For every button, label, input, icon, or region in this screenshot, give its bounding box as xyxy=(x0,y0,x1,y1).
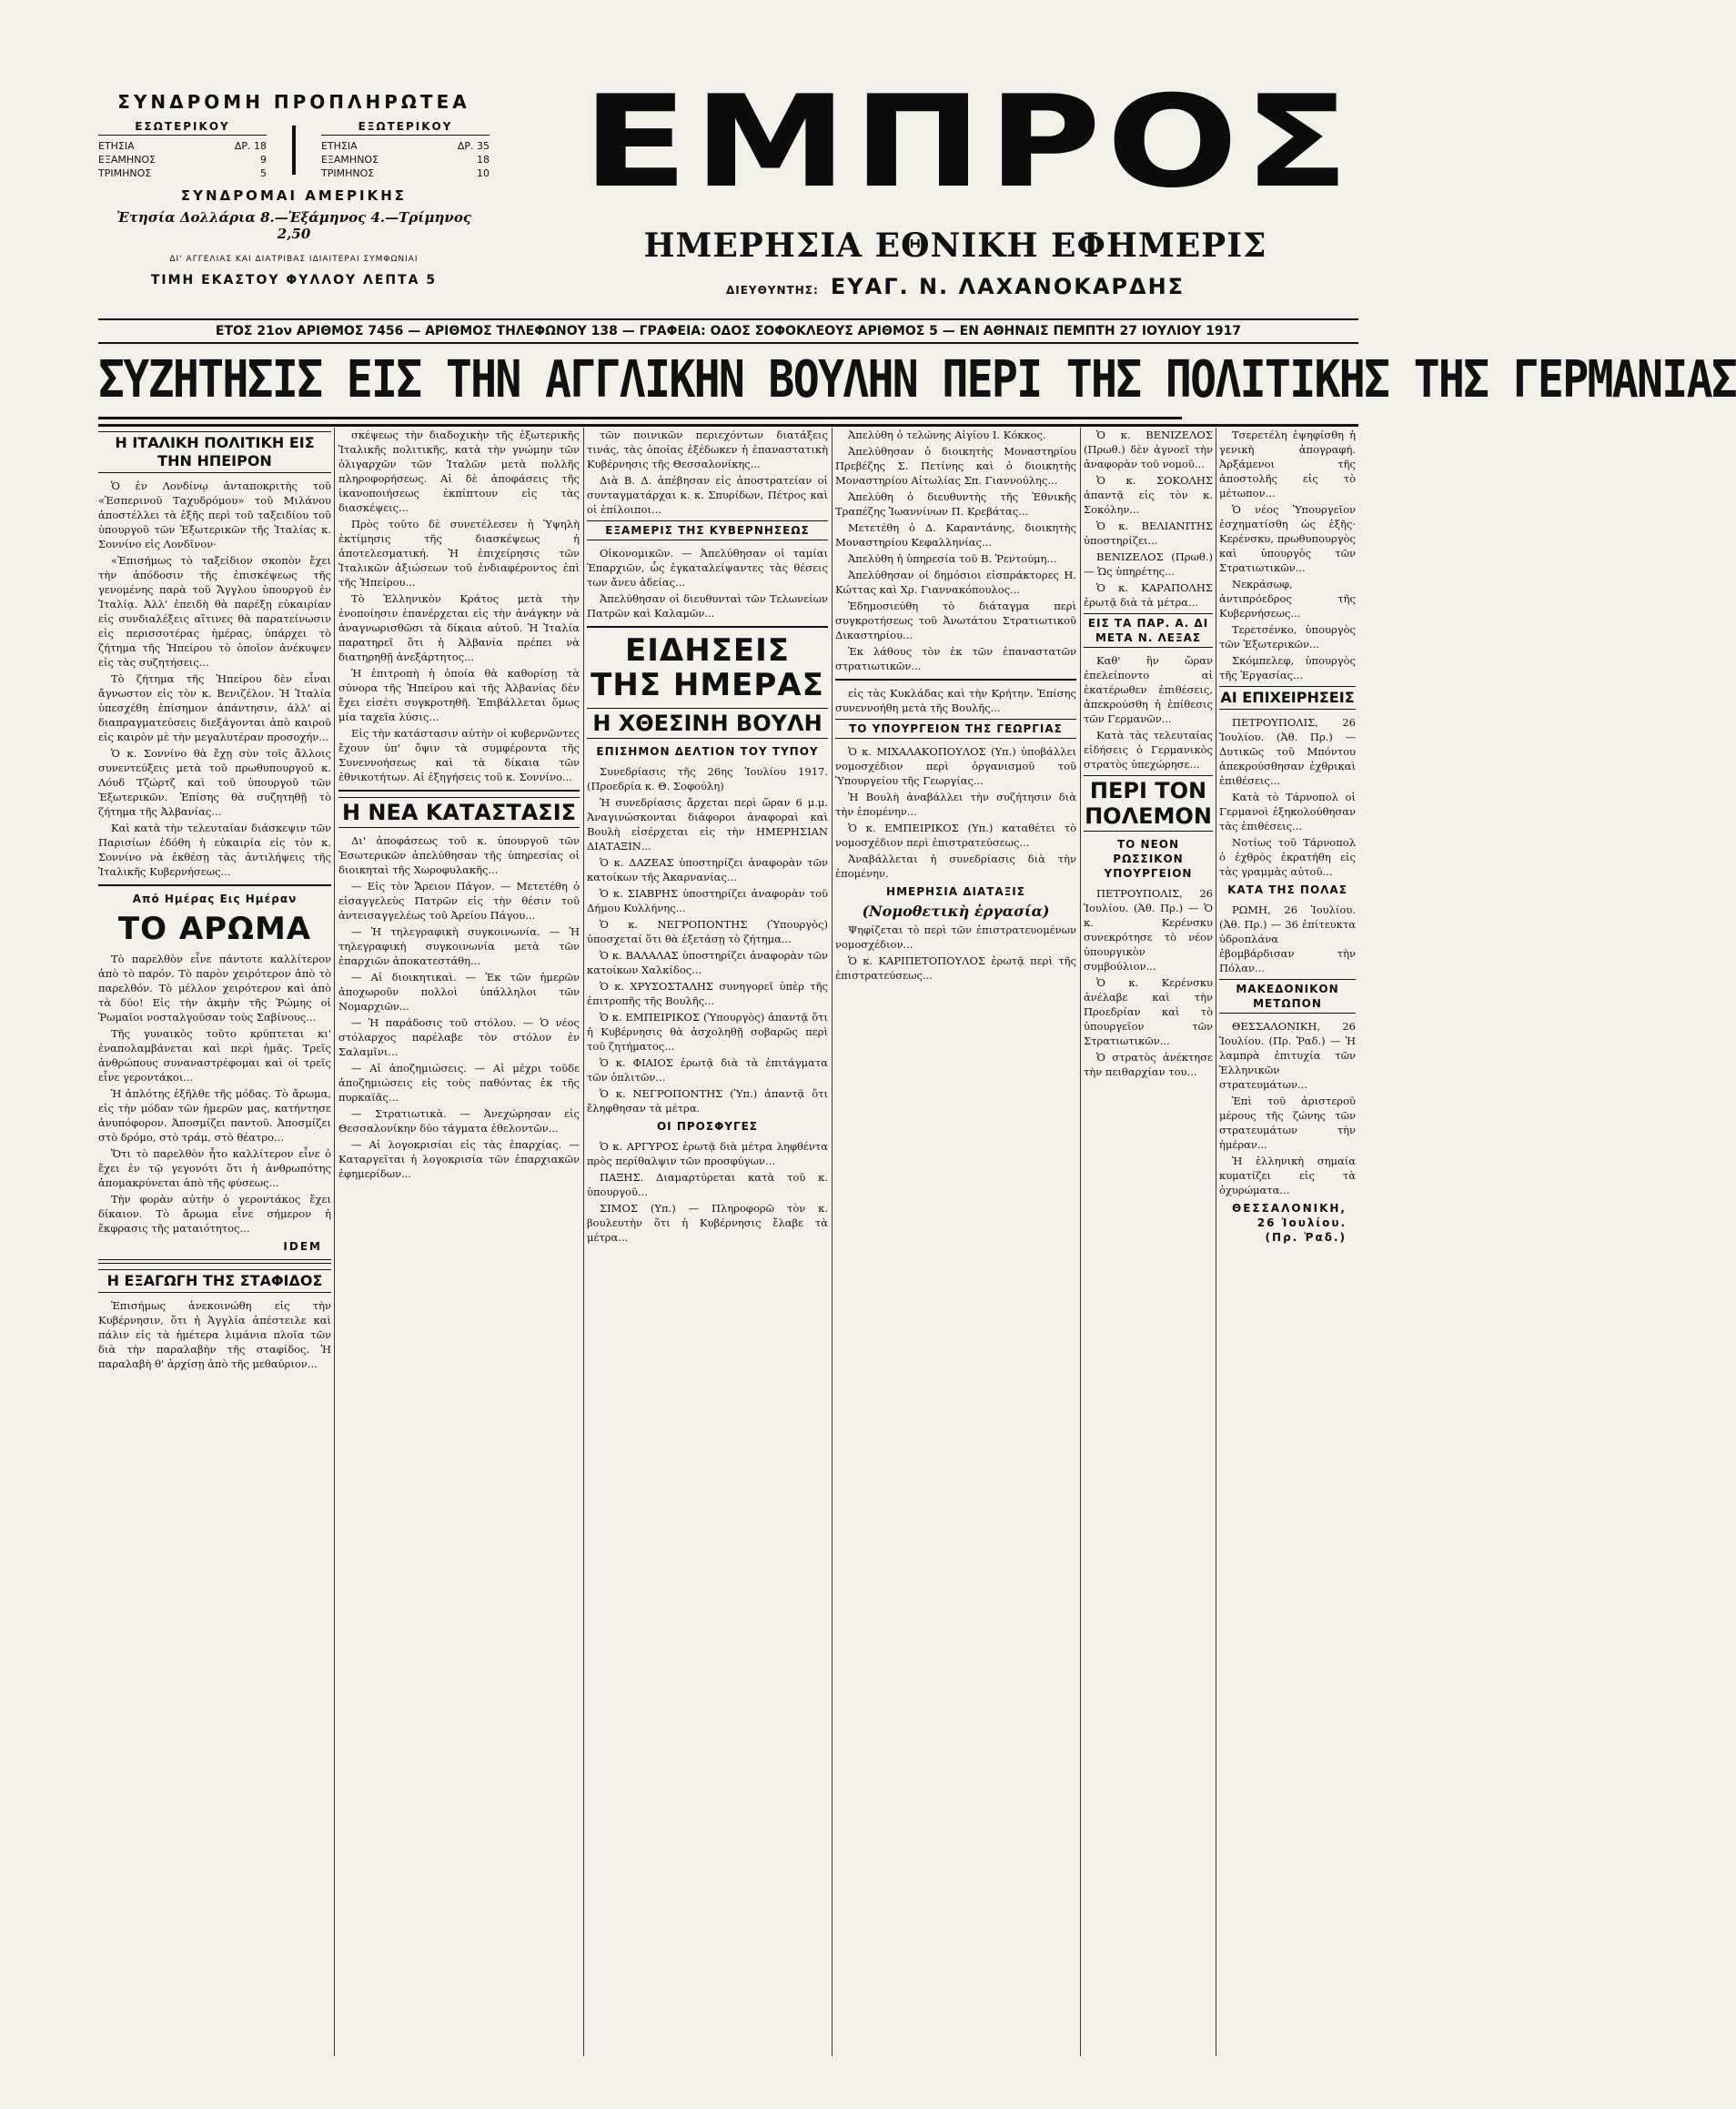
article-paragraph: Ἡ ἁπλότης ἐξῆλθε τῆς μόδας. Τὸ ἄρωμα, εἰς τὴν μόδαν τῶν ἡμερῶν μας, κατήντησε ἀνυπόφορον. Ἀποσμίζει παντοῦ. Ἀποσμίζει στὸ δρόμο, στὸ τράμ, στὸ θέατρο... xyxy=(98,1087,331,1144)
article-subhead: ΚΑΤΑ ΤΗΣ ΠΟΛΑΣ xyxy=(1227,883,1347,896)
article-paragraph: — Ἡ παράδοσις τοῦ στόλου. — Ὁ νέος στόλαρχος παρέλαβε τὸν στόλον ἐν Σαλαμῖνι... xyxy=(338,1016,580,1058)
article-paragraph: — Εἰς τὸν Ἄρειον Πάγον. — Μετετέθη ὁ εἰσαγγελεὺς Πατρῶν εἰς τὴν θέσιν τοῦ ἀντεισαγγελέως τοῦ Ἀρείου Πάγου... xyxy=(338,880,580,922)
article-paragraph: Ὁ κ. ΝΕΓΡΟΠΟΝΤΗΣ (Ὑπ.) ἀπαντᾷ ὅτι ἔληφθησαν τὰ μέτρα. xyxy=(587,1087,828,1115)
article-paragraph: Συνεδρίασις τῆς 26ης Ἰουλίου 1917. (Προεδρία κ. Θ. Σοφούλη) xyxy=(587,765,828,792)
article-headline: Η ΕΞΑΓΩΓΗ ΤΗΣ ΣΤΑΦΙΔΟΣ xyxy=(98,1269,331,1293)
article-paragraph: Ὁ κ. ΚΑΡΙΠΕΤΟΠΟΥΛΟΣ ἐρωτᾷ περὶ τῆς ἐπιστρατεύσεως... xyxy=(835,954,1076,982)
article-paragraph: Ὁ κ. ΚΑΡΑΠΟΛΗΣ ἐρωτᾷ διὰ τὰ μέτρα... xyxy=(1084,581,1213,609)
article-paragraph: Ὁ κ. ΣΟΚΟΛΗΣ ἀπαντᾷ εἰς τὸν κ. Σοκόλην... xyxy=(1084,474,1213,516)
main-headline: ΣΥΖΗΤΗΣΙΣ ΕΙΣ ΤΗΝ ΑΓΓΛΙΚΗΝ ΒΟΥΛΗΝ ΠΕΡΙ ΤΗΣ ΠΟΛΙΤΙΚΗΣ ΤΗΣ ΓΕΡΜΑΝΙΑΣ xyxy=(98,344,1182,419)
article-paragraph: Ὁ νέος Ὑπουργεῖον ἐσχηματίσθη ὡς ἑξῆς· Κερένσκυ, πρωθυπουργὸς καὶ ὑπουργὸς τῶν Στρατιωτικῶν... xyxy=(1219,503,1356,574)
article-paragraph: Ὅτι τὸ παρελθὸν ἦτο καλλίτερον εἶνε ὁ ἔχει ἐν τῷ γεγονότι ὅτι ἡ ἀνθρωπότης ἀπομακρύνεται ἀπὸ τῆς φύσεως... xyxy=(98,1147,331,1189)
article-headline: ΤΟ ΑΡΩΜΑ xyxy=(117,911,312,947)
article-paragraph: Ἀπελύθη ὁ διευθυντὴς τῆς Ἐθνικῆς Τραπέζης Ἰωαννίνων Π. Κρεβάτας... xyxy=(835,490,1076,518)
column-rule xyxy=(1080,428,1081,2056)
section-rule xyxy=(587,626,828,628)
article-paragraph: ΒΕΝΙΖΕΛΟΣ (Πρωθ.) — Ὡς ὑπηρέτης... xyxy=(1084,550,1213,578)
article-subhead: ΗΜΕΡΗΣΙΑ ΔΙΑΤΑΞΙΣ xyxy=(886,885,1025,898)
column-rule xyxy=(832,428,833,2056)
article-paragraph: Ἐπισήμως ἀνεκοινώθη εἰς τὴν Κυβέρνησιν, ὅτι ἡ Ἀγγλία ἀπέστειλε καὶ πάλιν εἰς τὰ ἡμέτερα λιμάνια πλοῖα τῶν διὰ τὴν παραλαβὴν τῆς σταφίδος. Ἡ παραλαβὴ θ' ἀρχίσῃ ἀπὸ τῆς μεθαύριον... xyxy=(98,1299,331,1370)
article-paragraph: Ἀπελύθησαν οἱ δημόσιοι εἰσπράκτορες Η. Κώττας καὶ Χρ. Γιαννακόπουλος... xyxy=(835,569,1076,596)
article-subhead: ΕΠΙΣΗΜΟΝ ΔΕΛΤΙΟΝ ΤΟΥ ΤΥΠΟΥ xyxy=(596,745,819,758)
article-paragraph: Ὁ ἐν Λονδίνῳ ἀνταποκριτὴς τοῦ «Ἐσπερινοῦ Ταχυδρόμου» τοῦ Μιλάνου ἀποστέλλει τὰ ἑξῆς περὶ τοῦ ταξειδίου τοῦ ὑπουργοῦ τῶν Ἐξωτερικῶν τῆς Ἰταλίας κ. Σοννίνο εἰς Λονδῖνον· xyxy=(98,479,331,550)
article-paragraph: Ὁ κ. ΔΑΖΕΑΣ ὑποστηρίζει ἀναφορὰν τῶν κατοίκων τῆς Ἀκαρνανίας... xyxy=(587,856,828,883)
column-2 xyxy=(338,428,580,2056)
column-kicker: Από Ημέρας Εις Ημέραν xyxy=(132,893,298,905)
ads-note: ΔΙ' ΑΓΓΕΛΙΑΣ ΚΑΙ ΔΙΑΤΡΙΒΑΣ ΙΔΙΑΙΤΕΡΑΙ ΣΥΜΦΩΝΙΑΙ xyxy=(169,255,419,264)
article-paragraph: Οἰκονομικῶν. — Ἀπελύθησαν οἱ ταμίαι Ἐπαρχιῶν, ὧς ἐγκαταλείψαντες τὰς θέσεις των ἄνευ ἀδείας... xyxy=(587,547,828,589)
exterior-prices xyxy=(321,120,490,180)
article-paragraph: — Αἱ ἀποζημιώσεις. — Αἱ μέχρι τοῦδε ἀποζημιώσεις εἰς τοὺς παθόντας ἐκ τῆς πυρκαϊᾶς... xyxy=(338,1062,580,1104)
price-row: ΤΡΙΜΗΝΟΣ 5 xyxy=(98,167,267,179)
article-paragraph: Ἀπελύθη ὁ τελώνης Αἰγίου Ι. Κόκκος. xyxy=(848,429,1046,441)
article-paragraph: Ἀναβάλλεται ἡ συνεδρίασις διὰ τὴν ἑπομένην. xyxy=(835,853,1076,880)
article-subhead-italic: (Νομοθετικὴ ἐργασία) xyxy=(862,903,1050,920)
article-paragraph: «Ἐπισήμως τὸ ταξείδιον σκοπὸν ἔχει τὴν ἀπόδοσιν τῆς ἐπισκέψεως τῆς γενομένης παρὰ τοῦ Ἄγγλου ὑπουργοῦ ἐν Ἰταλίᾳ. Ἀλλ' ἐπειδὴ θὰ παρέξῃ εὐκαιρίαν εἰς συνδιαλέξεις αἵτινες θὰ παρατείνωσιν εἰς περισσοτέρας ἡμέρας, ὑπάρχει τὸ ζήτημα τῆς Ἠπείρου τὸ ὁποῖον ἀνέκυψεν εἰς τὰς συζητήσεις... xyxy=(98,554,331,669)
article-paragraph: Ὁ στρατὸς ἀνέκτησε τὴν πειθαρχίαν του... xyxy=(1084,1051,1213,1078)
article-paragraph: Ὁ κ. ΒΕΝΙΖΕΛΟΣ (Πρωθ.) δὲν ἀγνοεῖ τὴν ἀναφορὰν τοῦ νομοῦ... xyxy=(1084,429,1213,470)
article-paragraph: Ἡ ἐπιτροπὴ ἡ ὁποία θὰ καθορίσῃ τὰ σύνορα τῆς Ἠπείρου καὶ τῆς Ἀλβανίας δὲν ἔχει εἰσέτι συγκροτηθῆ. Ἐπιβάλλεται ὅμως μία ταχεῖα λύσις... xyxy=(338,667,580,723)
article-paragraph: — Στρατιωτικὰ. — Ἀνεχώρησαν εἰς Θεσσαλονίκην δύο τάγματα ἐθελοντῶν... xyxy=(338,1107,580,1135)
article-paragraph: Ἡ ἑλληνικὴ σημαία κυματίζει εἰς τὰ ὀχυρώματα... xyxy=(1219,1155,1356,1196)
article-paragraph: ΠΑΞΗΣ. Διαμαρτύρεται κατὰ τοῦ κ. ὑπουργοῦ... xyxy=(587,1171,828,1198)
subscription-title: ΣΥΝΔΡΟΜΗ ΠΡΟΠΛΗΡΩΤΕΑ xyxy=(117,91,470,113)
interior-prices xyxy=(98,120,267,180)
article-paragraph: Ὁ κ. ΣΙΑΒΡΗΣ ὑποστηρίζει ἀναφορὰν τοῦ Δήμου Κυλλήνης... xyxy=(587,887,828,914)
article-paragraph: Ἐκ λάθους τὸν ἐκ τῶν ἐπαναστατῶν στρατιωτικῶν... xyxy=(835,645,1076,672)
column-4 xyxy=(835,428,1076,2056)
article-paragraph: Πρὸς τοῦτο δὲ συνετέλεσεν ἡ Ὑψηλὴ ἐκτίμησις τῆς διασκέψεως ἡ ἀποτελεσματική. Ἡ ἐπιχείρησις τῶν Ἰταλικῶν ἀξιώσεων τοῦ ἐνδιαφέροντος ἐπὶ τῆς Ἠπείρου... xyxy=(338,518,580,589)
article-subhead: ΤΟ ΥΠΟΥΡΓΕΙΟΝ ΤΗΣ ΓΕΩΡΓΙΑΣ xyxy=(835,719,1076,739)
article-paragraph: Τὸ Ἑλληνικὸν Κράτος μετὰ τὴν ἐνοποίησιν ἐπανέρχεται εἰς τὴν ἀνάγκην νὰ ἀναγνωρισθῶσι τὰ δίκαια αὐτοῦ. Ἡ Ἰταλία παρατηρεῖ ὅτι ἡ Ἀλβανία πρέπει νὰ διατηρηθῇ ἀνεξάρτητος... xyxy=(338,592,580,663)
subscription-box xyxy=(98,91,490,288)
column-5 xyxy=(1084,428,1213,2056)
article-paragraph: Τὸ ζήτημα τῆς Ἠπείρου δὲν εἶναι ἄγνωστον εἰς τὸν κ. Βενιζέλον. Ἡ Ἰταλία ὑπεσχέθη ἐπίσημον ἀπάντησιν, ἀλλ' αἱ διαπραγματεύσεις διεξάγονται ἀπὸ καιροῦ εἰς καιρὸν μὲ τὴν μεγαλυτέραν προσοχήν... xyxy=(98,672,331,743)
column-rule xyxy=(334,428,335,2056)
article-paragraph: Τὴν φορὰν αὐτὴν ὁ γεροντάκος ἔχει δίκαιον. Τὸ ἄρωμα εἶνε σήμερον ἡ ἔκφρασις τῆς ματαιότητος... xyxy=(98,1193,331,1235)
dateline: ΘΕΣΣΑΛΟΝΙΚΗ, 26 Ἰουλίου. (Πρ. Ῥαδ.) xyxy=(1232,1202,1347,1244)
article-paragraph: Τσερετέλη ἐψηφίσθη ἡ γενικὴ ἀπογραφή. Ἀρξάμενοι τῆς ἀποστολῆς εἰς τὸ μέτωπον... xyxy=(1219,429,1356,500)
article-headline: Η ΧΘΕΣΙΝΗ ΒΟΥΛΗ xyxy=(587,708,828,739)
column-3 xyxy=(587,428,828,2056)
article-subhead: ΟΙ ΠΡΟΣΦΥΓΕΣ xyxy=(656,1120,758,1133)
article-paragraph: Ὁ κ. ΝΕΓΡΟΠΟΝΤΗΣ (Ὑπουργὸς) ὑποσχεταί ὅτι θὰ ἐξετάσῃ τὸ ζήτημα... xyxy=(587,918,828,945)
article-paragraph: Ὁ κ. ΒΑΛΑΛΑΣ ὑποστηρίζει ἀναφορὰν τῶν κατοίκων Χαλκίδος... xyxy=(587,949,828,976)
article-paragraph: Ἡ Βουλὴ ἀναβάλλει τὴν συζήτησιν διὰ τὴν ἑπομένην... xyxy=(835,791,1076,818)
article-paragraph: Ὁ κ. ΦΙΑΙΟΣ ἐρωτᾷ διὰ τὰ ἐπιτάγματα τῶν ὁπλιτῶν... xyxy=(587,1056,828,1084)
article-paragraph: Ὁ κ. ΑΡΓΥΡΟΣ ἐρωτᾷ διὰ μέτρα ληφθέντα πρὸς περίθαλψιν τῶν προσφύγων... xyxy=(587,1140,828,1167)
article-paragraph: — Ἡ τηλεγραφικὴ συγκοινωνία. — Ἡ τηλεγραφικὴ συγκοινωνία μετὰ τῶν ἐπαρχιῶν ἀποκατεστάθη... xyxy=(338,925,580,967)
director-name: ΕΥΑΓ. Ν. ΛΑΧΑΝΟΚΑΡΔΗΣ xyxy=(830,274,1186,299)
price-row: ΕΤΗΣΙΑ ΔΡ. 18 xyxy=(98,140,267,152)
article-headline: ΑΙ ΕΠΙΧΕΙΡΗΣΕΙΣ xyxy=(1219,686,1356,710)
interior-label: ΕΣΩΤΕΡΙΚΟΥ xyxy=(98,120,267,136)
article-paragraph: Μετετέθη ὁ Δ. Καραντάνης, διοικητὴς Μοναστηρίου Κεφαλληνίας... xyxy=(835,521,1076,549)
article-paragraph: Ὁ κ. ΒΕΛΙΑΝΙΤΗΣ ὑποστηρίζει... xyxy=(1084,520,1213,547)
director-line xyxy=(582,274,1328,299)
article-paragraph: — Αἱ λογοκρισίαι εἰς τὰς ἐπαρχίας. — Καταργεῖται ἡ λογοκρισία τῶν ἐπαρχιακῶν ἐφημερίδων... xyxy=(338,1138,580,1180)
article-paragraph: Ψηφίζεται τὸ περὶ τῶν ἐπιστρατευομένων νομοσχέδιον... xyxy=(835,923,1076,951)
price-row: ΕΤΗΣΙΑ ΔΡ. 35 xyxy=(321,140,490,152)
article-paragraph: Ὁ κ. ΕΜΠΕΙΡΙΚΟΣ (Ὑπουργὸς) ἀπαντᾷ ὅτι ἡ Κυβέρνησις θὰ ἀσχοληθῇ σοβαρῶς περὶ τοῦ ζητήματος... xyxy=(587,1011,828,1053)
article-paragraph: Ἀπελύθη ἡ ὑπηρεσία τοῦ Β. Ῥεντούμη... xyxy=(848,552,1057,565)
article-headline: ΕΞΑΜΕΡΙΣ ΤΗΣ ΚΥΒΕΡΝΗΣΕΩΣ xyxy=(587,520,828,540)
article-paragraph: Σκόμπελεφ, ὑπουργὸς τῆς Ἐργασίας... xyxy=(1219,654,1356,681)
exterior-label: ΕΞΩΤΕΡΙΚΟΥ xyxy=(321,120,490,136)
article-headline: Η ΝΕΑ ΚΑΤΑΣΤΑΣΙΣ xyxy=(338,797,580,828)
article-paragraph: ΘΕΣΣΑΛΟΝΙΚΗ, 26 Ἰουλίου. (Πρ. Ῥαδ.) — Ἡ λαμπρὰ ἐπιτυχία τῶν Ἑλληνικῶν στρατευμάτων... xyxy=(1219,1020,1356,1091)
section-headline: ΠΕΡΙ ΤΟΝ ΠΟΛΕΜΟΝ xyxy=(1084,775,1213,832)
america-title: ΣΥΝΔΡΟΜΑΙ ΑΜΕΡΙΚΗΣ xyxy=(180,187,408,204)
article-paragraph: Ὁ κ. Κερένσκυ ἀνέλαβε καὶ τὴν Προεδρίαν καὶ τὸ ὑπουργεῖον τῶν Στρατιωτικῶν... xyxy=(1084,976,1213,1047)
america-prices: Ἐτησία Δολλάρια 8.—Ἑξάμηνος 4.—Τρίμηνος 2,50 xyxy=(116,209,471,242)
article-paragraph: Τῆς γυναικὸς τοῦτο κρύπτεται κι' ἐναπολαμβάνεται καὶ περὶ ἡμᾶς. Τρεῖς ἀνθρώπους συναναστρέφομαι καὶ οἱ τρεῖς εἶνε γεροντάκοι... xyxy=(98,1027,331,1084)
article-paragraph: Κατὰ τὰς τελευταίας εἰδήσεις ὁ Γερμανικὸς στρατὸς ὑπεχώρησε... xyxy=(1084,729,1213,771)
article-paragraph: ΡΩΜΗ, 26 Ἰουλίου. (Ἀθ. Πρ.) — 36 ἐπίτευκτα ὑδροπλάνα ἐβομβάρδισαν τὴν Πόλαν... xyxy=(1219,903,1356,974)
article-paragraph: Εἰς τὴν κατάστασιν αὐτὴν οἱ κυβερνῶντες ἔχουν ὑπ' ὄψιν τὰ συμφέροντα τῆς Συνεννοήσεως καὶ τὰ δίκαια τῶν ἐθνικοτήτων. Αἱ ἐξηγήσεις τοῦ κ. Σοννίνο... xyxy=(338,727,580,783)
article-paragraph: Καὶ κατὰ τὴν τελευταίαν διάσκεψιν τῶν Παρισίων ἐδόθη ἡ εὐκαιρία εἰς τὸν κ. Σοννίνο νὰ ἐκθέσῃ τὰς ἀντιλήψεις τῆς Ἰταλικῆς Κυβερνήσεως... xyxy=(98,822,331,878)
article-paragraph: εἰς τὰς Κυκλάδας καὶ τὴν Κρήτην. Ἐπίσης συνεννοήθη μετὰ τῆς Βουλῆς... xyxy=(835,687,1076,714)
article-paragraph: Ἡ συνεδρίασις ἄρχεται περὶ ὥραν 6 μ.μ. Ἀναγινώσκονται διάφοροι ἀναφοραὶ καὶ Βουλὴ εἰσέρχεται εἰς τὴν ΗΜΕΡΗΣΙΑΝ ΔΙΑΤΑΞΙΝ... xyxy=(587,796,828,853)
article-paragraph: Διὰ Β. Δ. ἀπέβησαν εἰς ἀποστρατείαν οἱ συνταγματάρχαι κ. κ. Σπυρίδων, Πέτρος καὶ οἱ ἐπίλοιποι... xyxy=(587,474,828,516)
section-rule xyxy=(98,1259,331,1264)
column-6 xyxy=(1219,428,1356,2056)
author-signature: IDEM xyxy=(283,1240,322,1253)
article-subhead: ΕΙΣ ΤΑ ΠΑΡ. Α. ΔΙ ΜΕΤΑ Ν. ΛΕΞΑΣ xyxy=(1084,613,1213,648)
article-paragraph: Τερετσένκο, ὑπουργὸς τῶν Ἐξωτερικῶν... xyxy=(1219,623,1356,651)
price-row: ΕΞΑΜΗΝΟΣ 9 xyxy=(98,154,267,166)
issue-price: ΤΙΜΗ ΕΚΑΣΤΟΥ ΦΥΛΛΟΥ ΛΕΠΤΑ 5 xyxy=(150,273,438,288)
price-row: ΕΞΑΜΗΝΟΣ 18 xyxy=(321,154,490,166)
article-paragraph: τῶν ποινικῶν περιεχόντων διατάξεις τινάς, τὰς ὁποίας ἐξέδωκεν ἡ ἐπαναστατικὴ Κυβέρνησις τῆς Θεσσαλονίκης... xyxy=(587,429,828,470)
article-paragraph: Τὸ παρελθὸν εἶνε πάντοτε καλλίτερον ἀπὸ τὸ παρόν. Τὸ παρὸν χειρότερον ἀπὸ τὸ παρελθόν. Τὸ μέλλον χειρότερον καὶ ἀπὸ τὰ δύο! Εἰς τὴν ἀκμὴν τῆς Ῥώμης οἱ Ῥωμαῖοι νοσταλγοῦσαν τοὺς Σαβίνους... xyxy=(98,953,331,1024)
article-paragraph: ΠΕΤΡΟΥΠΟΛΙΣ, 26 Ἰουλίου. (Ἀθ. Πρ.) — Ὁ κ. Κερένσκυ συνεκρότησε τὸ νέον ὑπουργικὸν συμβούλιον... xyxy=(1084,887,1213,973)
article-paragraph: Ὁ κ. Σοννίνο θὰ ἔχῃ σὺν τοῖς ἄλλοις συνεντεύξεις μετὰ τοῦ πρωθυπουργοῦ κ. Λόυδ Τζώρτζ καὶ τοῦ ὑπουργοῦ τῶν Ἐξωτερικῶν. Ἐπίσης θὰ συζητηθῇ τὸ ζήτημα τῆς Ἀλβανίας... xyxy=(98,747,331,818)
section-rule xyxy=(338,790,580,792)
article-paragraph: σκέψεως τὴν διαδοχικὴν τῆς ἐξωτερικῆς Ἰταλικῆς πολιτικῆς, κατὰ τὴν γνώμην τῶν ὀλιγαρχῶν τῶν Ἰταλῶν μετὰ πολλῆς πληροφορήσεως. Αἱ δὲ ἀποφάσεις τῆς ἱκανοποιήσεως ἐκπίπτουν εἰς τὰς διασκέψεις... xyxy=(338,429,580,514)
article-paragraph: Ἀπελύθησαν ὁ διοικητὴς Μοναστηρίου Πρεβέζης Σ. Πετίνης καὶ ὁ διοικητὴς Μοναστηρίου Αἰτωλίας Σπ. Γιαννούλης... xyxy=(835,445,1076,487)
article-paragraph: Νοτίως τοῦ Τάρνοπολ ὁ ἐχθρὸς ἐκρατήθη εἰς τὰς γραμμὰς αὐτοῦ... xyxy=(1219,836,1356,878)
price-row: ΤΡΙΜΗΝΟΣ 10 xyxy=(321,167,490,179)
article-paragraph: Δι' ἀποφάσεως τοῦ κ. ὑπουργοῦ τῶν Ἐσωτερικῶν ἀπελύθησαν τῆς ὑπηρεσίας οἱ διοικηταὶ τῆς Χωροφυλακῆς... xyxy=(338,834,580,876)
section-rule xyxy=(835,679,1076,681)
article-paragraph: Ἐδημοσιεύθη τὸ διάταγμα περὶ συγκροτήσεως τοῦ Ἀνωτάτου Στρατιωτικοῦ Δικαστηρίου... xyxy=(835,600,1076,641)
issue-info-bar: ΕΤΟΣ 21ον ΑΡΙΘΜΟΣ 7456 — ΑΡΙΘΜΟΣ ΤΗΛΕΦΩΝΟΥ 138 — ΓΡΑΦΕΙΑ: ΟΔΟΣ ΣΟΦΟΚΛΕΟΥΣ ΑΡΙΘΜΟΣ 5 — ΕΝ ΑΘΗΝΑΙΣ ΠΕΜΠΤΗ 27 ΙΟΥΛΙΟΥ 1917 xyxy=(98,318,1358,344)
article-subhead: ΜΑΚΕΔΟΝΙΚΟΝ ΜΕΤΩΠΟΝ xyxy=(1219,979,1356,1014)
article-paragraph: Κατὰ τὸ Τάρνοπολ οἱ Γερμανοὶ ἐξηκολούθησαν τὰς ἐπιθέσεις... xyxy=(1219,791,1356,832)
article-paragraph: Ὁ κ. ΧΡΥΣΟΣΤΑΛΗΣ συνηγορεῖ ὑπὲρ τῆς ἐπιτροπῆς τῆς Βουλῆς... xyxy=(587,980,828,1007)
column-1 xyxy=(98,428,331,2056)
section-rule xyxy=(98,884,331,886)
divider xyxy=(292,126,296,175)
article-paragraph: ΣΙΜΟΣ (Υπ.) — Πληροφορῶ τὸν κ. βουλευτὴν ὅτι ἡ Κυβέρνησις ἔλαβε τὰ μέτρα... xyxy=(587,1202,828,1244)
tagline: ΗΜΕΡΗΣΙΑ ΕΘΝΙΚΗ ΕΦΗΜΕΡΙΣ xyxy=(643,227,1267,265)
article-paragraph: Καθ' ἣν ὥραν ἐπελείποντο αἱ ἑκατέρωθεν ἐπιθέσεις, ἀπεκρούσθη ἡ ἐπίθεσις τῶν Γερμανῶν... xyxy=(1084,654,1213,725)
article-subhead: ΤΟ ΝΕΟΝ ΡΩΣΣΙΚΟΝ ΥΠΟΥΡΓΕΙΟΝ xyxy=(1104,838,1193,880)
newspaper-logo: ΕΜΠΡΟΣ xyxy=(582,68,1355,217)
article-headline: Η ΙΤΑΛΙΚΗ ΠΟΛΙΤΙΚΗ ΕΙΣ ΤΗΝ ΗΠΕΙΡΟΝ xyxy=(98,431,331,473)
section-headline: ΕΙΔΗΣΕΙΣ ΤΗΣ ΗΜΕΡΑΣ xyxy=(590,632,824,703)
article-paragraph: Ὁ κ. ΕΜΠΕΙΡΙΚΟΣ (Υπ.) καταθέτει τὸ νομοσχέδιον περὶ ἐπιστρατεύσεως... xyxy=(835,822,1076,849)
director-label: ΔΙΕΥΘΥΝΤΗΣ: xyxy=(725,284,819,297)
article-paragraph: — Αἱ διοικητικαὶ. — Ἐκ τῶν ἡμερῶν ἀποχωροῦν πολλοὶ ὑπάλληλοι τῶν Νομαρχιῶν... xyxy=(338,971,580,1013)
article-paragraph: Ὁ κ. ΜΙΧΑΛΑΚΟΠΟΥΛΟΣ (Υπ.) ὑποβάλλει νομοσχέδιον περὶ ὀργανισμοῦ τοῦ Ὑπουργείου τῆς Γεωργίας... xyxy=(835,745,1076,787)
masthead xyxy=(582,68,1355,299)
article-paragraph: Ἐπὶ τοῦ ἀριστεροῦ μέρους τῆς ζώνης τῶν στρατευμάτων τὴν ἡμέραν... xyxy=(1219,1095,1356,1151)
article-paragraph: Νεκράσωφ, ἀντιπρόεδρος τῆς Κυβερνήσεως... xyxy=(1219,578,1356,620)
article-paragraph: Ἀπελύθησαν οἱ διευθυνταὶ τῶν Τελωνείων Πατρῶν καὶ Καλαμῶν... xyxy=(587,592,828,620)
column-rule xyxy=(583,428,584,2056)
article-paragraph: ΠΕΤΡΟΥΠΟΛΙΣ, 26 Ἰουλίου. (Ἀθ. Πρ.) — Δυτικῶς τοῦ Μπόντου ἀπεκρούσθησαν ἐχθρικαὶ ἐπιθέσεις... xyxy=(1219,716,1356,787)
